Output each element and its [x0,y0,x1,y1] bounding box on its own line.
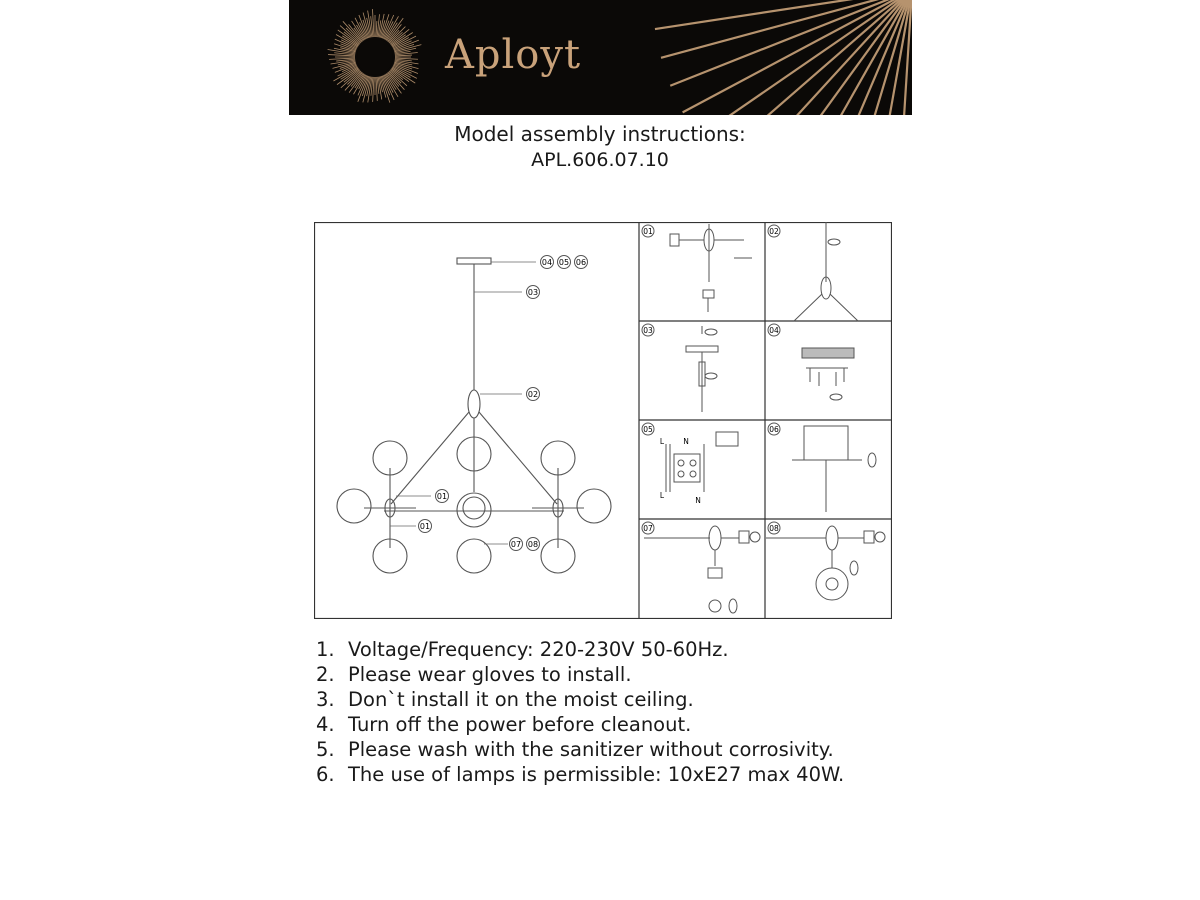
step-number: 07 [643,524,653,533]
item-text: Turn off the power before cleanout. [348,713,692,736]
callout-label: 08 [527,540,539,549]
step-number: 03 [643,326,653,335]
ceiling-canopy [457,258,491,264]
brand-banner [289,0,912,115]
globe-shade [337,489,371,523]
chandelier-overview [337,258,611,573]
callout-label: 06 [575,258,587,267]
assembly-diagram [314,222,892,619]
step-number: 05 [643,425,653,434]
item-text: The use of lamps is permissible: 10xE27 max 40W. [348,763,845,786]
list-item [316,662,844,687]
center-hub [463,497,485,519]
step-05-illustration [666,432,738,492]
globe-shade [457,493,491,527]
step-number: 06 [769,425,779,434]
brand-logo-text: Aployt [445,32,582,78]
step-08-illustration [766,526,885,600]
item-text: Please wash with the sanitizer without corrosivity. [348,738,834,761]
callout-label: 01 [436,492,448,501]
step-02-illustration [794,222,858,321]
callout-label: 03 [527,288,539,297]
globe-shade [577,489,611,523]
callout-label: 05 [558,258,570,267]
step-number: 04 [769,326,779,335]
wire-label-neutral: N [683,437,689,446]
step-04-illustration [802,348,854,400]
step-number: 08 [769,524,779,533]
callout-label: 01 [419,522,431,531]
item-text: Please wear gloves to install. [348,663,632,686]
step-06-illustration [792,426,876,512]
item-text: Voltage/Frequency: 220-230V 50-60Hz. [348,638,729,661]
central-hub [468,390,480,418]
callout-label: 04 [541,258,553,267]
item-number: 4. [316,713,335,736]
sunburst-graphic [289,0,912,115]
item-number: 6. [316,763,335,786]
step-number: 01 [643,227,653,236]
wire-label-live: L [659,437,665,446]
callout-label: 07 [510,540,522,549]
safety-instructions-list [316,637,844,787]
document-title: Model assembly instructions: [454,122,746,146]
wire-label-neutral: N [695,496,701,505]
list-item [316,762,844,787]
list-item [316,637,844,662]
list-item [316,712,844,737]
item-number: 1. [316,638,335,661]
step-03-illustration [686,326,718,412]
step-07-illustration [644,526,760,613]
item-number: 5. [316,738,335,761]
item-number: 3. [316,688,335,711]
model-number: APL.606.07.10 [531,149,669,171]
callout-label: 02 [527,390,539,399]
list-item [316,687,844,712]
list-item [316,737,844,762]
wire-label-live: L [659,491,665,500]
item-number: 2. [316,663,335,686]
step-number: 02 [769,227,779,236]
sun-logo-icon [357,39,393,75]
item-text: Don`t install it on the moist ceiling. [348,688,694,711]
step-01-illustration [670,224,752,312]
